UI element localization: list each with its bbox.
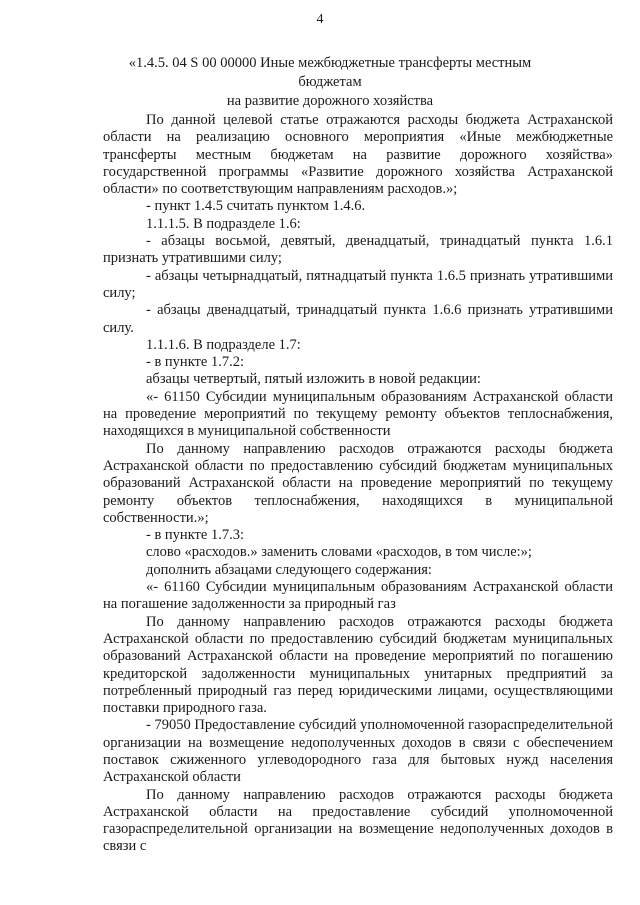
document-body [103, 112, 613, 856]
paragraph: слово «расходов.» заменить словами «расходов, в том числе:»; [146, 544, 532, 561]
paragraph: 1.1.1.6. В подразделе 1.7: [146, 336, 301, 353]
paragraph: - абзацы четырнадцатый, пятнадцатый пункта 1.6.5 признать утратившими силу; [103, 267, 613, 301]
paragraph: - абзацы восьмой, девятый, двенадцатый, тринадцатый пункта 1.6.1 признать утратившими силу; [103, 233, 613, 267]
paragraph: По данному направлению расходов отражаются расходы бюджета Астраханской области по предоставлению субсидий бюджетам муниципальных образований Астраханской области на проведение мероприятий по текущему ремонту объектов теплоснабжения, находящихся в муниципальной собственности.»; [103, 440, 613, 526]
section-heading [100, 54, 560, 111]
paragraph: абзацы четвертый, пятый изложить в новой редакции: [146, 371, 481, 388]
paragraph: «- 61150 Субсидии муниципальным образованиям Астраханской области на проведение мероприятий по текущему ремонту объектов теплоснабжения, находящихся в муниципальной собственности [103, 388, 613, 440]
paragraph: дополнить абзацами следующего содержания: [146, 561, 432, 578]
paragraph: - в пункте 1.7.2: [146, 354, 244, 371]
paragraph: «- 61160 Субсидии муниципальным образованиям Астраханской области на погашение задолженности за природный газ [103, 579, 613, 613]
paragraph: 1.1.1.5. В подразделе 1.6: [146, 215, 301, 232]
paragraph: По данному направлению расходов отражаются расходы бюджета Астраханской области на предоставление субсидий уполномоченной газораспределительной организации на возмещение недополученных доходов в связи с [103, 786, 613, 855]
paragraph: По данному направлению расходов отражаются расходы бюджета Астраханской области по предоставлению субсидий бюджетам муниципальных образований Астраханской области на проведение мероприятий по погашению кредиторской задолженности муниципальных унитарных предприятий за потребленный природный газ перед юридическими лицами, осуществляющими поставки природного газа. [103, 613, 613, 717]
paragraph: - в пункте 1.7.3: [146, 527, 244, 544]
paragraph: - абзацы двенадцатый, тринадцатый пункта 1.6.6 признать утратившими силу. [103, 302, 613, 336]
paragraph: - пункт 1.4.5 считать пунктом 1.4.6. [146, 198, 366, 215]
paragraph: - 79050 Предоставление субсидий уполномоченной газораспределительной организации на возмещение недополученных доходов в связи с обеспечением поставок сжиженного углеводородного газа для бытовых нужд населения Астраханской области [103, 717, 613, 786]
heading-line-2: на развитие дорожного хозяйства [226, 93, 434, 109]
page-number: 4 [316, 12, 324, 27]
heading-line-1: «1.4.5. 04 S 00 00000 Иные межбюджетные трансферты местным бюджетам [128, 55, 532, 90]
paragraph: По данной целевой статье отражаются расходы бюджета Астраханской области на реализацию основного мероприятия «Иные межбюджетные трансферты местным бюджетам на развитие дорожного хозяйства» государственной программы «Развитие дорожного хозяйства Астраханской области» по соответствующим направлениям расходов.»; [103, 112, 613, 198]
